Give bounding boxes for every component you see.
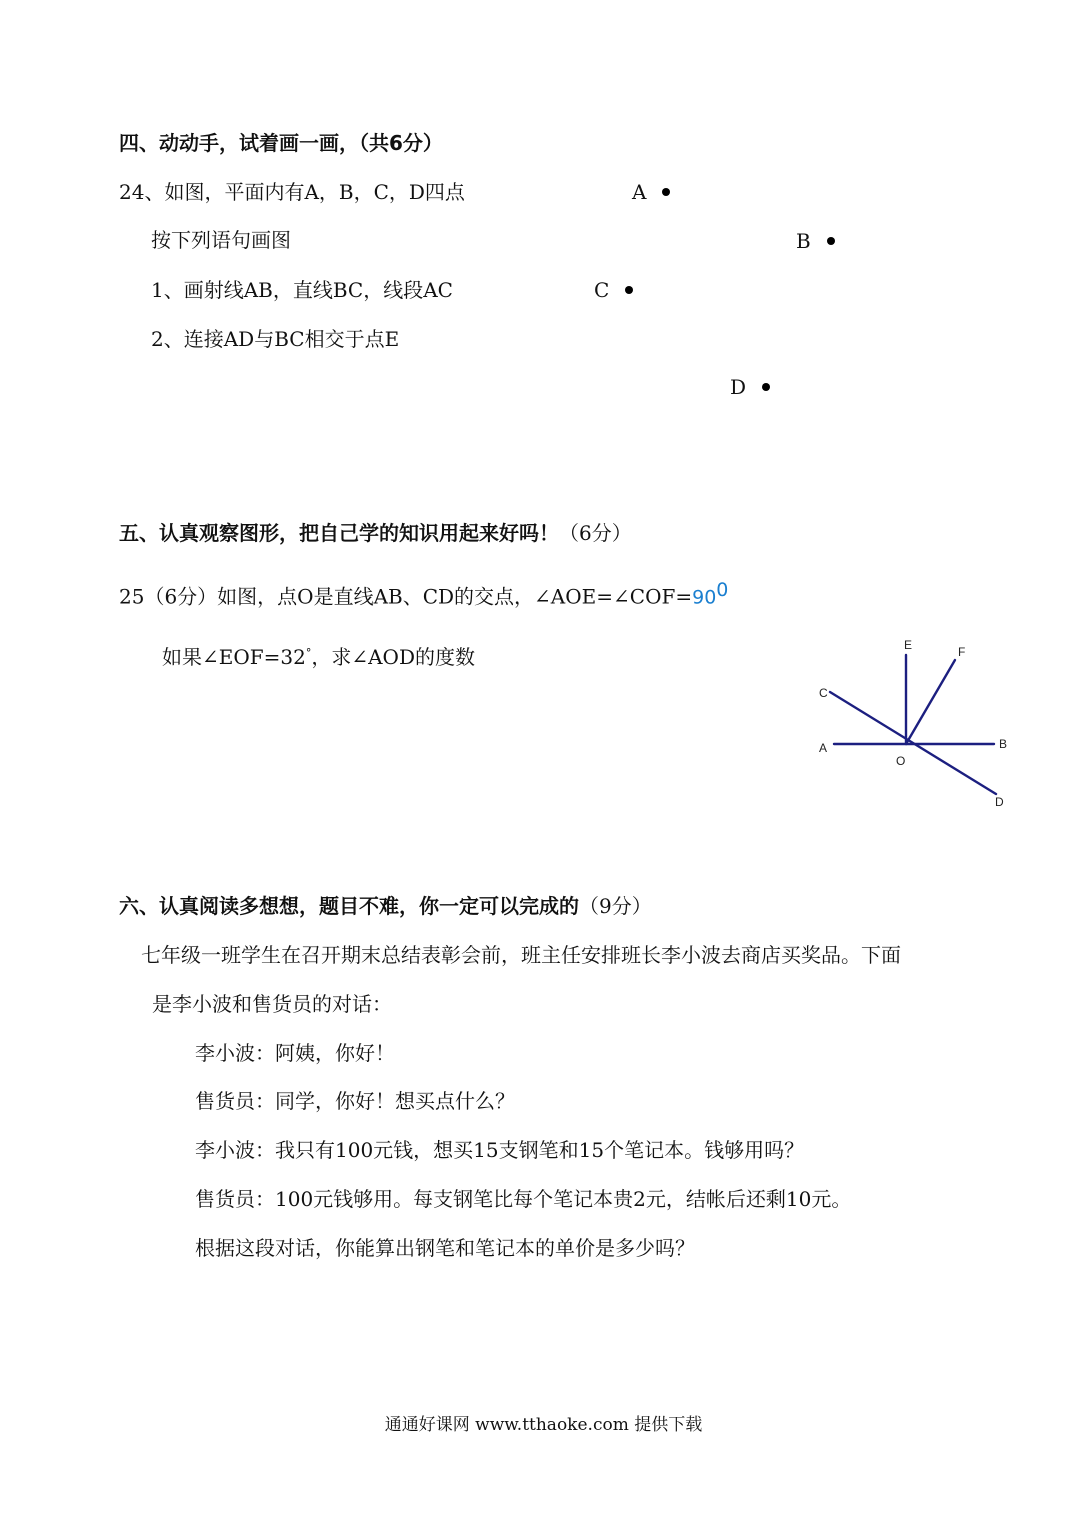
label-o: O (896, 754, 906, 768)
footer-text: 通通好课网 www.tthaoke.com 提供下载 (384, 1415, 703, 1435)
label-d: D (995, 795, 1004, 809)
label-b: B (999, 737, 1008, 751)
section5-title-text: 五、认真观察图形，把自己学的知识用起来好吗！ (119, 521, 559, 545)
q25-line2-b: ，求∠AOD的度数 (311, 645, 475, 669)
label-f: F (958, 645, 966, 659)
point-b-label: B (796, 229, 811, 253)
section6-intro1: 七年级一班学生在召开期末总结表彰会前，班主任安排班长李小波去商店买奖品。下面 (141, 943, 901, 967)
section6-title-text: 六、认真阅读多想想，题目不难，你一定可以完成的 (119, 894, 579, 918)
section5-score: （6分） (559, 521, 632, 545)
q25-line1 (119, 581, 728, 608)
angle-figure-svg (810, 630, 1020, 810)
point-c-dot (625, 286, 633, 294)
section6-score: （9分） (579, 894, 652, 918)
label-a: A (819, 741, 828, 755)
q24-line2: 按下列语句画图 (151, 228, 291, 252)
point-a-label: A (632, 180, 647, 204)
dialog-line: 李小波：阿姨，你好！ (195, 1041, 395, 1065)
q24-item2: 2、连接AD与BC相交于点E (151, 327, 400, 351)
point-a (632, 182, 670, 202)
q24-line1: 24、如图，平面内有A，B，C，D四点 (119, 180, 465, 204)
q25-line2-degree: ° (305, 646, 312, 660)
dialog-line: 李小波：我只有100元钱，想买15支钢笔和15个笔记本。钱够用吗？ (195, 1138, 805, 1162)
point-b (796, 231, 835, 251)
q25-line2-a: 如果∠EOF=32 (162, 645, 306, 669)
dialog-line: 售货员：100元钱够用。每支钢笔比每个笔记本贵2元，结帐后还剩10元。 (195, 1187, 852, 1211)
ray-of (906, 660, 955, 744)
section6-intro2: 是李小波和售货员的对话： (152, 992, 392, 1016)
point-a-dot (662, 188, 670, 196)
angle-figure (810, 630, 1020, 810)
label-c: C (819, 686, 828, 700)
section4-title: 四、动动手，试着画一画，（共6分） (119, 131, 443, 155)
section6-title (119, 896, 652, 916)
question-line: 根据这段对话，你能算出钢笔和笔记本的单价是多少吗？ (195, 1236, 695, 1260)
section5-title (119, 523, 632, 543)
q24-item1: 1、画射线AB，直线BC，线段AC (151, 278, 453, 302)
point-d-dot (762, 383, 770, 391)
q25-text: 25（6分）如图，点O是直线AB、CD的交点，∠AOE=∠COF= (119, 584, 693, 609)
q25-angle-value: 90 (692, 586, 717, 609)
point-c-label: C (594, 278, 610, 302)
label-e: E (904, 638, 913, 652)
point-b-dot (827, 237, 835, 245)
dialog-line: 售货员：同学，你好！想买点什么？ (195, 1089, 515, 1113)
point-c (594, 280, 633, 300)
point-d-label: D (730, 375, 747, 399)
q25-line2 (162, 647, 475, 667)
q25-degree-mark: 0 (716, 579, 729, 601)
point-d (730, 377, 770, 397)
